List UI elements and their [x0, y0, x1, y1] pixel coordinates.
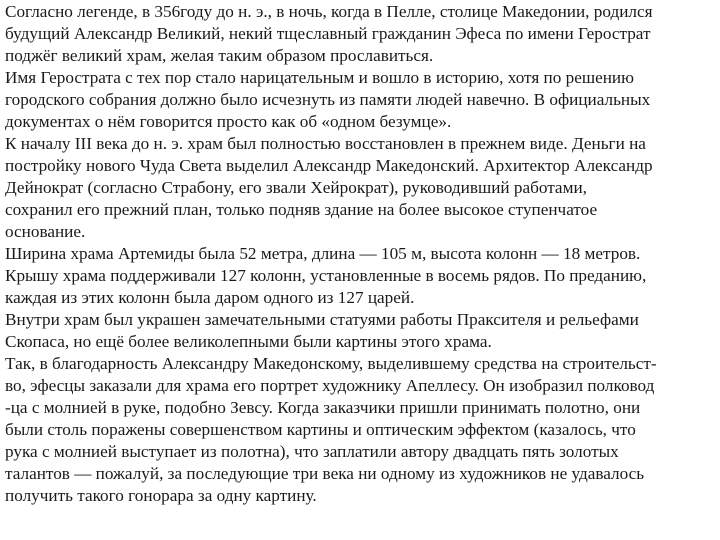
text-line: были столь поражены совершенством картины и оптическим эффектом (казалось, что	[5, 420, 636, 439]
text-line: документах о нём говорится просто как об «одном безумце».	[5, 112, 452, 131]
text-line: получить такого гонорара за одну картину.	[5, 486, 317, 505]
text-line: городского собрания должно было исчезнуть из памяти людей навечно. В официальных	[5, 90, 651, 109]
text-line: талантов — пожалуй, за последующие три века ни одному из художников не удавалось	[5, 464, 645, 483]
text-line: Ширина храма Артемиды была 52 метра, длина — 105 м, высота колонн — 18 метров.	[5, 244, 641, 263]
text-line: Крышу храма поддерживали 127 колонн, установленные в восемь рядов. По преданию,	[5, 266, 647, 285]
text-line: поджёг великий храм, желая таким образом прославиться.	[5, 46, 434, 65]
text-line: каждая из этих колонн была даром одного из 127 царей.	[5, 288, 415, 307]
text-line: Так, в благодарность Александру Македонскому, выделившему средства на строительст-	[5, 354, 657, 373]
text-line: -ца с молнией в руке, подобно Зевсу. Когда заказчики пришли принимать полотно, они	[5, 398, 641, 417]
text-line: постройку нового Чуда Света выделил Александр Македонский. Архитектор Александр	[5, 156, 653, 175]
text-line: рука с молнией выступает из полотна), что заплатили автору двадцать пять золотых	[5, 442, 619, 461]
text-line: во, эфесцы заказали для храма его портрет художнику Апеллесу. Он изобразил полковод	[5, 376, 655, 395]
text-line: будущий Александр Великий, некий тщеславный гражданин Эфеса по имени Герострат	[5, 24, 651, 43]
text-line: основание.	[5, 222, 86, 241]
text-line: Дейнократ (согласно Страбону, его звали Хейрократ), руководивший работами,	[5, 178, 587, 197]
text-line: К началу III века до н. э. храм был полностью восстановлен в прежнем виде. Деньги на	[5, 134, 646, 153]
document-page	[5, 0, 717, 540]
text-line: сохранил его прежний план, только подняв здание на более высокое ступенчатое	[5, 200, 598, 219]
text-line: Согласно легенде, в 356году до н. э., в ночь, когда в Пелле, столице Македонии, родился	[5, 2, 653, 21]
text-line: Скопаса, но ещё более великолепными были картины этого храма.	[5, 332, 492, 351]
text-line: Внутри храм был украшен замечательными статуями работы Праксителя и рельефами	[5, 310, 639, 329]
text-line: Имя Герострата с тех пор стало нарицательным и вошло в историю, хотя по решению	[5, 68, 634, 87]
